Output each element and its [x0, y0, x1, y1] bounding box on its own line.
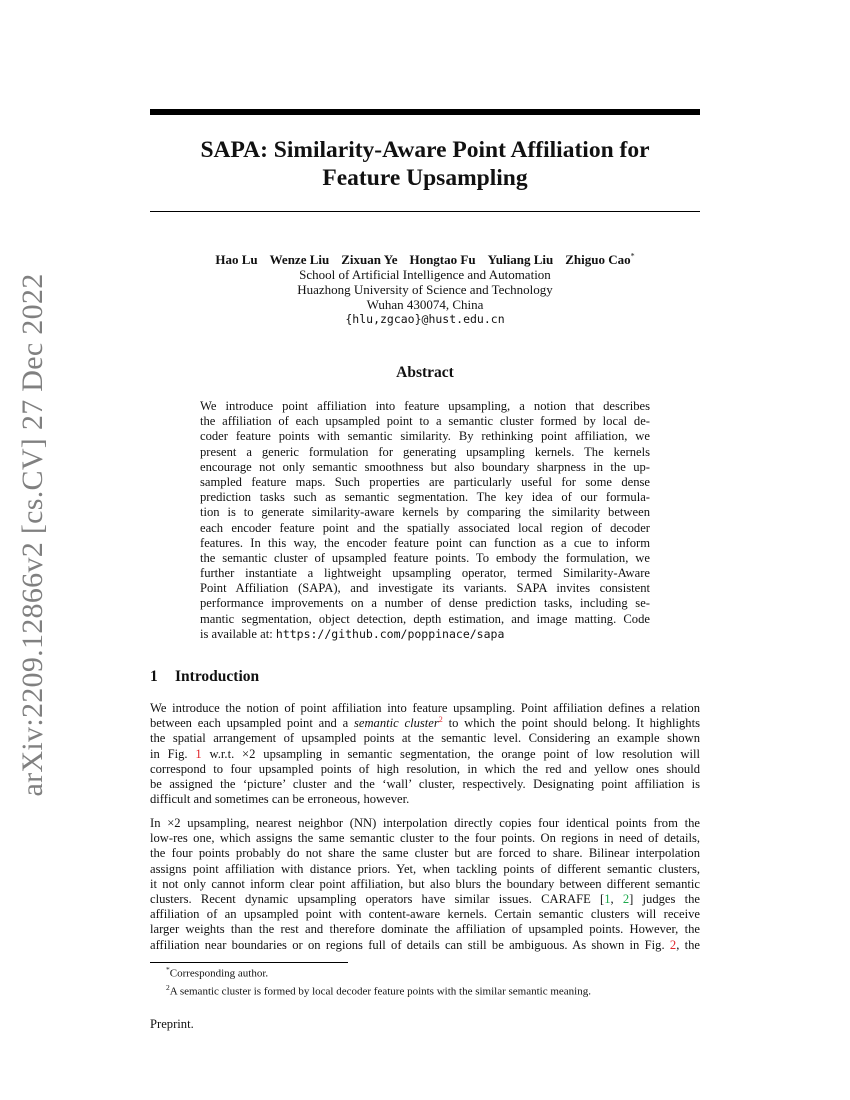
code-url-link[interactable]: https://github.com/poppinace/sapa: [275, 626, 505, 641]
abstract-body: [200, 399, 650, 642]
abstract-line: further instantiate a lightweight upsampling operator, termed Similarity-Aware: [200, 566, 650, 581]
intro-paragraph-2: [150, 816, 700, 953]
abstract-line: features. In this way, the encoder feature point can function as a cue to inform: [200, 535, 650, 550]
footnote-link-2[interactable]: 2: [438, 716, 443, 724]
abstract-line: Point Affiliation (SAPA), and investigate its variants. SAPA invites consistent: [200, 581, 650, 596]
section-number: 1: [150, 668, 158, 685]
abstract-line: each encoder feature point and the spatially associated local region of decoder: [200, 520, 650, 535]
abstract-line: mantic segmentation, object detection, depth estimation, and image matting. Code: [200, 611, 650, 626]
arxiv-identifier: arXiv:2209.12866v2 [cs.CV] 27 Dec 2022: [16, 273, 49, 797]
abstract-line-last: is available at: https://github.com/poppinace/sapa: [200, 626, 505, 641]
abstract-line: encourage not only semantic smoothness but also boundary sharpness in the up-: [200, 459, 650, 474]
body-line: it not only cannot inform clear point affiliation, but also blurs the boundary between different semantic: [150, 876, 700, 891]
abstract-line: present a generic formulation for generating upsampling kernels. The kernels: [200, 444, 650, 459]
body-line: difficult and sometimes can be erroneous, however.: [150, 792, 410, 807]
abstract-line: prediction tasks such as semantic segmentation. The key idea of our formula-: [200, 490, 650, 505]
section-heading-introduction: [150, 668, 259, 686]
affiliation-line: School of Artificial Intelligence and Automation: [299, 267, 551, 283]
affiliation-line: Wuhan 430074, China: [366, 297, 484, 313]
body-line: in Fig. 1 w.r.t. ×2 upsampling in semantic segmentation, the orange point of low resolution will: [150, 746, 700, 761]
citation-link-1[interactable]: 1: [604, 891, 611, 906]
body-line: between each upsampled point and a semantic cluster$^2$ to which the point should belong. It highlights: [150, 716, 700, 731]
citation-link-2[interactable]: 2: [622, 891, 630, 906]
author-name: Wenze Liu: [269, 252, 330, 268]
title-top-rule: [150, 109, 700, 115]
paper-title-line-2: Feature Upsampling: [322, 165, 528, 191]
body-line: clusters. Recent dynamic upsampling operators have similar issues. CARAFE [1, 2] judges the: [150, 891, 700, 906]
body-line: assigns point affiliation with distance priors. Yet, when tackling points of different semantic clusters,: [150, 861, 700, 876]
body-line: larger weights than the rest and therefore dominate the affiliation of upsampled points. However, the: [150, 922, 700, 937]
footnotes: [150, 963, 700, 999]
body-line: In ×2 upsampling, nearest neighbor (NN) interpolation directly copies four identical points from the: [150, 816, 700, 830]
semantic-cluster-term: semantic cluster: [353, 716, 439, 731]
body-line: correspond to four upsampled points of high resolution, in which the red and yellow ones should: [150, 761, 700, 776]
body-line: affiliation of an upsampled point with content-aware kernels. Certain semantic clusters will receive: [150, 907, 700, 922]
intro-paragraph-1: [150, 701, 700, 807]
paper-title: [150, 136, 700, 192]
author-block: [150, 249, 700, 327]
body-line: low-res one, which assigns the same semantic cluster to the four points. On regions in need of details,: [150, 831, 700, 846]
author-name: Hao Lu: [215, 252, 258, 268]
abstract-line: the semantic cluster of upsampled feature points. To embody the formulation, we: [200, 550, 650, 565]
body-line: the spatial arrangement of upsampled points at the semantic level. Considering an example shown: [150, 731, 700, 746]
footnote-corresponding: *Corresponding author.: [166, 965, 269, 980]
figure-link-2[interactable]: 2: [669, 937, 677, 952]
abstract-line: coder feature points with semantic similarity. By rethinking point affiliation, we: [200, 429, 650, 444]
author-list: [150, 249, 700, 267]
abstract-line: We introduce point affiliation into feature upsampling, a notion that describes: [200, 399, 650, 413]
paper-title-line-1: SAPA: Similarity-Aware Point Affiliation for: [200, 137, 650, 163]
author-name: Zixuan Ye: [341, 252, 398, 268]
footnote-semantic-cluster: $^2$A semantic cluster is formed by local decoder feature points with the similar semantic meaning.: [166, 983, 591, 998]
abstract-line: performance improvements on a number of dense prediction tasks, including se-: [200, 596, 650, 611]
body-line: affiliation near boundaries or on regions full of details can still be ambiguous. As shown in Fig. 2, the: [150, 937, 700, 952]
affiliation-line: Huazhong University of Science and Technology: [297, 282, 553, 298]
title-bottom-rule: [150, 211, 700, 212]
author-name: Yuliang Liu: [487, 252, 554, 268]
preprint-label: Preprint.: [150, 1017, 194, 1031]
figure-link-1[interactable]: 1: [195, 746, 202, 761]
arxiv-sidebar: [9, 273, 57, 797]
abstract-line: sampled feature maps. Such properties are particularly useful for some dense: [200, 474, 650, 489]
author-name: Hongtao Fu: [409, 252, 476, 268]
body-line: We introduce the notion of point affiliation into feature upsampling. Point affiliation defines a relation: [150, 701, 700, 715]
section-title: Introduction: [175, 668, 260, 685]
body-line: be assigned the ‘picture’ cluster and the ‘wall’ cluster, respectively. Designating point affiliation is: [150, 776, 700, 791]
author-name-corresponding: Zhiguo Cao*: [565, 252, 635, 268]
author-email[interactable]: {hlu,zgcao}@hust.edu.cn: [345, 312, 505, 327]
abstract-heading: Abstract: [396, 364, 454, 381]
affiliation: [150, 267, 700, 327]
abstract-line: the affiliation of each upsampled point to a semantic cluster formed by local de-: [200, 414, 650, 429]
abstract-line: tion is to generate similarity-aware kernels by comparing the similarity between: [200, 505, 650, 520]
body-line: the four points probably do not share the same cluster but are forced to share. Bilinear interpolation: [150, 846, 700, 861]
corresponding-mark: *: [630, 252, 635, 261]
